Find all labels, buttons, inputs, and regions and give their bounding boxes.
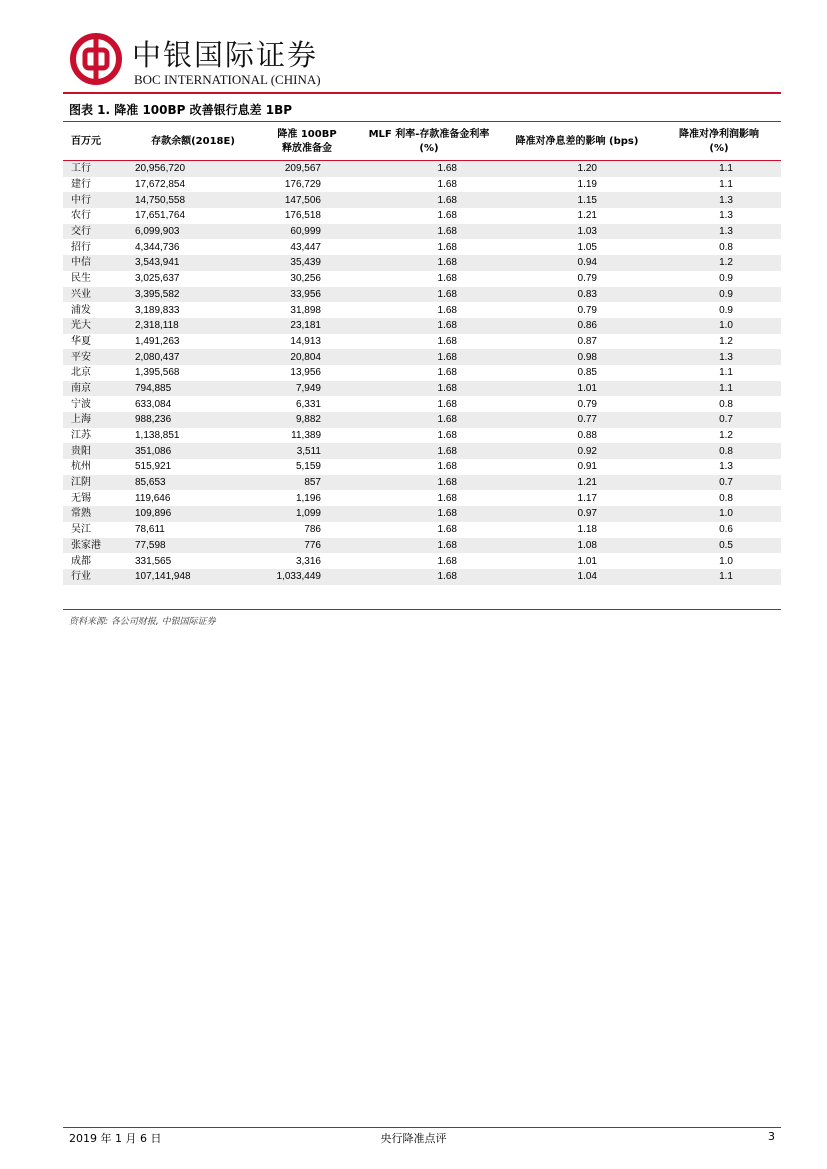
cell-rate-spread: 1.68 <box>361 569 497 585</box>
cell-nim-impact: 1.08 <box>497 538 657 554</box>
cell-profit-impact: 1.3 <box>719 461 733 473</box>
cell-rate-spread: 1.68 <box>437 398 457 410</box>
cell-deposits: 107,141,948 <box>133 569 253 585</box>
cell-profit-impact: 0.9 <box>719 304 733 316</box>
cell-bank: 吴江 <box>71 524 91 536</box>
cell-released-reserves: 11,389 <box>291 430 321 442</box>
table-row <box>63 271 781 287</box>
cell-bank: 华夏 <box>71 335 91 347</box>
cell-profit-impact: 0.8 <box>719 241 733 253</box>
header-rate-spread <box>361 124 497 161</box>
table-row <box>63 428 781 444</box>
cell-bank: 兴业 <box>63 287 133 303</box>
boc-logo-icon <box>70 33 122 85</box>
cell-bank: 浦发 <box>71 304 91 316</box>
cell-profit-impact: 1.2 <box>719 335 733 347</box>
cell-deposits: 2,318,118 <box>133 318 253 334</box>
table-row <box>63 334 781 350</box>
cell-deposits: 14,750,558 <box>133 192 253 208</box>
cell-nim-impact: 0.79 <box>577 398 597 410</box>
bank-impact-table <box>63 124 781 585</box>
cell-profit-impact: 1.0 <box>657 318 781 334</box>
cell-bank: 贵阳 <box>63 443 133 459</box>
cell-rate-spread: 1.68 <box>361 475 497 491</box>
cell-deposits: 20,956,720 <box>133 161 253 177</box>
table-row <box>63 208 781 224</box>
cell-released-reserves: 776 <box>253 538 361 554</box>
header-bank: 百万元 <box>63 124 133 161</box>
cell-bank: 上海 <box>63 412 133 428</box>
brand-name-en: BOC INTERNATIONAL (CHINA) <box>134 72 321 87</box>
cell-profit-impact: 0.7 <box>657 412 781 428</box>
cell-nim-impact: 0.88 <box>577 430 597 442</box>
table-row <box>63 396 781 412</box>
cell-bank: 农行 <box>71 210 91 222</box>
cell-bank: 建行 <box>71 179 91 191</box>
cell-nim-impact: 0.87 <box>577 335 597 347</box>
cell-bank: 光大 <box>63 318 133 334</box>
cell-rate-spread: 1.68 <box>361 318 497 334</box>
cell-profit-impact: 1.2 <box>657 255 781 271</box>
table-row <box>63 443 781 459</box>
header-profit-line2: (%) <box>709 143 729 154</box>
cell-released-reserves: 31,898 <box>290 304 321 316</box>
cell-deposits: 515,921 <box>135 461 172 473</box>
cell-profit-impact: 0.9 <box>657 287 781 303</box>
cell-deposits: 6,099,903 <box>133 224 253 240</box>
cell-released-reserves: 14,913 <box>290 335 321 347</box>
cell-bank: 民生 <box>71 273 91 285</box>
table-row <box>63 239 781 255</box>
cell-profit-impact: 0.7 <box>657 475 781 491</box>
header-spread-line1: MLF 利率-存款准备金利率 <box>368 129 490 140</box>
cell-bank: 中信 <box>63 255 133 271</box>
cell-deposits: 109,896 <box>133 506 253 522</box>
header-divider <box>63 92 781 94</box>
cell-deposits: 3,189,833 <box>135 304 180 316</box>
table-row <box>63 302 781 318</box>
cell-released-reserves: 7,949 <box>253 381 361 397</box>
cell-released-reserves: 9,882 <box>253 412 361 428</box>
cell-nim-impact: 1.19 <box>577 179 597 191</box>
cell-released-reserves: 786 <box>304 524 321 536</box>
cell-released-reserves: 43,447 <box>290 241 321 253</box>
footer-divider <box>63 1127 781 1128</box>
cell-rate-spread: 1.68 <box>361 255 497 271</box>
cell-nim-impact: 1.01 <box>497 381 657 397</box>
cell-released-reserves: 3,316 <box>295 555 321 567</box>
cell-bank: 无锡 <box>71 492 91 504</box>
cell-rate-spread: 1.68 <box>437 555 457 567</box>
cell-profit-impact: 1.1 <box>657 569 781 585</box>
cell-rate-spread: 1.68 <box>437 492 457 504</box>
table-row <box>63 459 781 475</box>
cell-nim-impact: 0.98 <box>497 349 657 365</box>
cell-nim-impact: 0.92 <box>497 443 657 459</box>
cell-released-reserves: 176,729 <box>284 179 321 191</box>
cell-rate-spread: 1.68 <box>361 224 497 240</box>
cell-deposits: 85,653 <box>133 475 253 491</box>
header-released-reserves <box>253 124 361 161</box>
cell-nim-impact: 0.85 <box>577 367 597 379</box>
cell-bank: 行业 <box>63 569 133 585</box>
figure-title: 图表 1. 降准 100BP 改善银行息差 1BP <box>69 103 293 117</box>
cell-deposits: 331,565 <box>135 555 172 567</box>
cell-bank: 常熟 <box>63 506 133 522</box>
cell-rate-spread: 1.68 <box>361 161 497 177</box>
cell-rate-spread: 1.68 <box>361 506 497 522</box>
cell-nim-impact: 0.79 <box>577 304 597 316</box>
cell-profit-impact: 1.3 <box>719 210 733 222</box>
cell-profit-impact: 1.0 <box>719 555 733 567</box>
cell-rate-spread: 1.68 <box>361 381 497 397</box>
table-row <box>63 412 781 428</box>
cell-rate-spread: 1.68 <box>437 524 457 536</box>
cell-nim-impact: 1.17 <box>577 492 597 504</box>
table-body <box>63 161 781 585</box>
table-row <box>63 553 781 569</box>
cell-profit-impact: 0.8 <box>719 492 733 504</box>
cell-nim-impact: 1.03 <box>497 224 657 240</box>
cell-profit-impact: 1.1 <box>719 367 733 379</box>
cell-nim-impact: 0.94 <box>497 255 657 271</box>
cell-deposits: 77,598 <box>133 538 253 554</box>
cell-bank: 中行 <box>63 192 133 208</box>
table-header-row <box>63 124 781 161</box>
cell-deposits: 1,395,568 <box>135 367 180 379</box>
cell-profit-impact: 0.5 <box>657 538 781 554</box>
cell-deposits: 794,885 <box>133 381 253 397</box>
cell-rate-spread: 1.68 <box>437 241 457 253</box>
table-row <box>63 538 781 554</box>
cell-rate-spread: 1.68 <box>361 287 497 303</box>
cell-rate-spread: 1.68 <box>437 179 457 191</box>
cell-profit-impact: 1.1 <box>657 381 781 397</box>
cell-released-reserves: 857 <box>253 475 361 491</box>
table-row <box>63 365 781 381</box>
table-row <box>63 192 781 208</box>
cell-released-reserves: 1,099 <box>253 506 361 522</box>
footer-page-number: 3 <box>768 1130 775 1143</box>
cell-released-reserves: 6,331 <box>295 398 321 410</box>
cell-profit-impact: 1.3 <box>657 192 781 208</box>
cell-nim-impact: 1.21 <box>577 210 597 222</box>
cell-profit-impact: 1.2 <box>719 430 733 442</box>
cell-bank: 南京 <box>63 381 133 397</box>
cell-released-reserves: 30,256 <box>290 273 321 285</box>
header-spread-line2: (%) <box>419 143 439 154</box>
table-row <box>63 569 781 585</box>
cell-released-reserves: 1,196 <box>295 492 321 504</box>
cell-rate-spread: 1.68 <box>361 443 497 459</box>
cell-bank: 张家港 <box>63 538 133 554</box>
footer-report-title: 央行降准点评 <box>380 1132 447 1145</box>
cell-deposits: 988,236 <box>133 412 253 428</box>
cell-released-reserves: 147,506 <box>253 192 361 208</box>
cell-nim-impact: 0.83 <box>497 287 657 303</box>
cell-nim-impact: 1.04 <box>497 569 657 585</box>
header-released-line2: 释放准备金 <box>282 143 332 154</box>
footer-date: 2019 年 1 月 6 日 <box>69 1132 162 1145</box>
table-row <box>63 177 781 193</box>
cell-bank: 招行 <box>71 241 91 253</box>
cell-nim-impact: 1.20 <box>497 161 657 177</box>
cell-rate-spread: 1.68 <box>437 304 457 316</box>
table-row <box>63 287 781 303</box>
cell-released-reserves: 5,159 <box>295 461 321 473</box>
cell-deposits: 119,646 <box>135 492 171 504</box>
cell-nim-impact: 0.97 <box>497 506 657 522</box>
cell-released-reserves: 35,439 <box>253 255 361 271</box>
cell-profit-impact: 1.1 <box>719 179 733 191</box>
cell-bank: 宁波 <box>71 398 91 410</box>
table-row <box>63 161 781 177</box>
header-profit-impact <box>657 124 781 161</box>
cell-rate-spread: 1.68 <box>437 273 457 285</box>
cell-rate-spread: 1.68 <box>361 538 497 554</box>
table-row <box>63 381 781 397</box>
cell-bank: 工行 <box>63 161 133 177</box>
cell-bank: 杭州 <box>71 461 91 473</box>
cell-rate-spread: 1.68 <box>361 192 497 208</box>
cell-profit-impact: 0.8 <box>719 398 733 410</box>
cell-nim-impact: 0.77 <box>497 412 657 428</box>
cell-released-reserves: 60,999 <box>253 224 361 240</box>
cell-released-reserves: 20,804 <box>253 349 361 365</box>
cell-profit-impact: 1.3 <box>657 224 781 240</box>
cell-released-reserves: 176,518 <box>284 210 321 222</box>
cell-profit-impact: 0.6 <box>719 524 733 536</box>
cell-rate-spread: 1.68 <box>437 335 457 347</box>
brand-name-cn: 中银国际证券 <box>132 38 319 72</box>
cell-released-reserves: 33,956 <box>253 287 361 303</box>
cell-profit-impact: 1.3 <box>657 349 781 365</box>
cell-deposits: 17,672,854 <box>135 179 186 191</box>
source-note: 资料来源: 各公司财报, 中银国际证券 <box>69 617 216 627</box>
cell-profit-impact: 0.8 <box>657 443 781 459</box>
table-row <box>63 522 781 538</box>
cell-rate-spread: 1.68 <box>437 210 457 222</box>
cell-profit-impact: 1.0 <box>657 506 781 522</box>
table-bottom-divider <box>63 609 781 610</box>
header-deposits: 存款余额(2018E) <box>133 124 253 161</box>
cell-rate-spread: 1.68 <box>437 430 457 442</box>
table-row <box>63 349 781 365</box>
cell-bank: 平安 <box>63 349 133 365</box>
cell-rate-spread: 1.68 <box>437 461 457 473</box>
cell-deposits: 351,086 <box>133 443 253 459</box>
cell-nim-impact: 0.79 <box>577 273 597 285</box>
table-row <box>63 506 781 522</box>
cell-deposits: 3,543,941 <box>133 255 253 271</box>
cell-nim-impact: 1.05 <box>577 241 597 253</box>
cell-nim-impact: 0.86 <box>497 318 657 334</box>
header-released-line1: 降准 100BP <box>277 129 337 140</box>
cell-deposits: 1,491,263 <box>135 335 180 347</box>
cell-deposits: 17,651,764 <box>135 210 186 222</box>
table-row <box>63 475 781 491</box>
cell-bank: 成都 <box>71 555 91 567</box>
cell-deposits: 4,344,736 <box>135 241 180 253</box>
table-row <box>63 255 781 271</box>
table-row <box>63 318 781 334</box>
cell-released-reserves: 23,181 <box>253 318 361 334</box>
cell-nim-impact: 0.91 <box>577 461 597 473</box>
cell-bank: 江阴 <box>63 475 133 491</box>
cell-deposits: 1,138,851 <box>135 430 180 442</box>
cell-nim-impact: 1.21 <box>497 475 657 491</box>
figure-title-divider <box>63 121 781 122</box>
cell-deposits: 2,080,437 <box>133 349 253 365</box>
cell-rate-spread: 1.68 <box>361 412 497 428</box>
cell-bank: 江苏 <box>71 430 91 442</box>
header-nim-impact: 降准对净息差的影响 (bps) <box>497 124 657 161</box>
cell-deposits: 633,084 <box>135 398 172 410</box>
cell-bank: 交行 <box>63 224 133 240</box>
cell-released-reserves: 209,567 <box>253 161 361 177</box>
cell-deposits: 78,611 <box>135 524 165 536</box>
cell-deposits: 3,025,637 <box>135 273 180 285</box>
cell-nim-impact: 1.01 <box>577 555 597 567</box>
cell-released-reserves: 13,956 <box>290 367 321 379</box>
cell-released-reserves: 1,033,449 <box>253 569 361 585</box>
cell-bank: 北京 <box>71 367 91 379</box>
cell-rate-spread: 1.68 <box>437 367 457 379</box>
cell-deposits: 3,395,582 <box>133 287 253 303</box>
cell-profit-impact: 1.1 <box>657 161 781 177</box>
cell-profit-impact: 0.9 <box>719 273 733 285</box>
table-row <box>63 224 781 240</box>
cell-nim-impact: 1.15 <box>497 192 657 208</box>
table-row <box>63 490 781 506</box>
cell-nim-impact: 1.18 <box>577 524 597 536</box>
brand-logo <box>70 33 340 88</box>
cell-rate-spread: 1.68 <box>361 349 497 365</box>
header-profit-line1: 降准对净利润影响 <box>679 129 759 140</box>
cell-released-reserves: 3,511 <box>253 443 361 459</box>
